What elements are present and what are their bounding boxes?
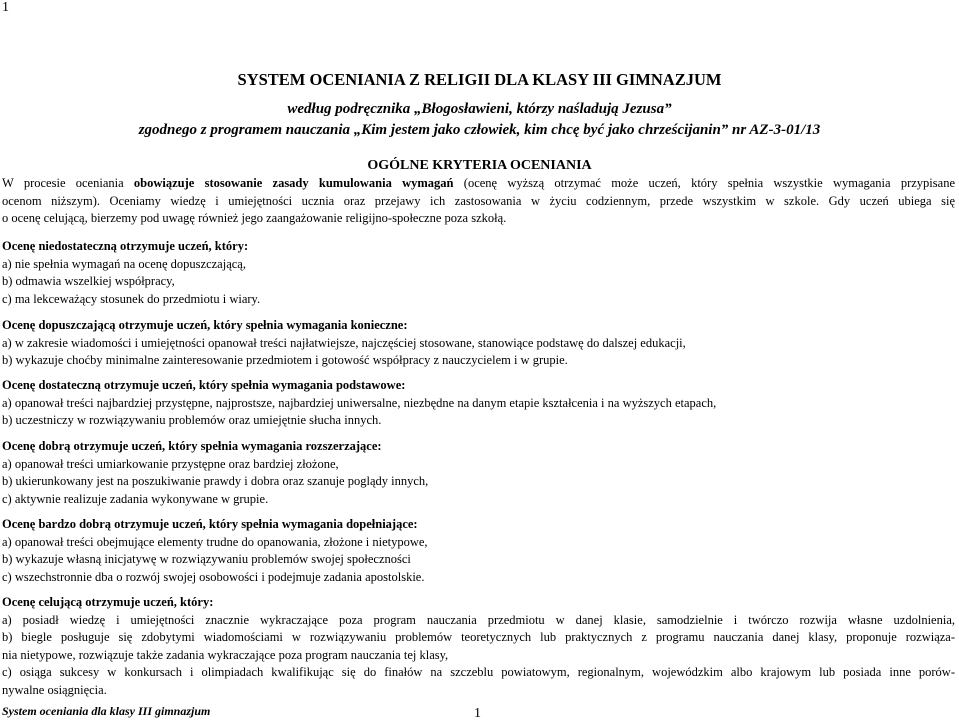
list-item: c) aktywnie realizuje zadania wykonywane w grupie. [2,491,269,506]
subtitle-program: zgodnego z programem nauczania „Kim jestem jako człowiek, kim chcę być jako chrześcijanin” nr AZ-3-01/13 [138,122,821,138]
list-item: nia nietypowe, rozwiązuje także zadania wykraczające poza program nauczania tej klasy, [2,647,449,662]
intro-bold-rule: obowiązuje stosowanie zasady kumulowania wymagań [133,176,454,190]
section-satisfactory [2,377,955,430]
subtitle-textbook: według podręcznika „Błogosławieni, którzy naśladują Jezusa” [287,101,672,117]
intro-line-1: W procesie oceniania obowiązuje stosowanie zasady kumulowania wymagań (ocenę wyższą otrzymać może uczeń, który spełnia wszystkie wymagania przypisane [2,176,955,190]
page-number-top: 1 [2,0,9,15]
section-title: Ocenę niedostateczną otrzymuje uczeń, który: [2,239,249,253]
intro-line-3: o ocenę celującą, bierzemy pod uwagę również jego zaangażowanie religijno-społeczne poza szkołą. [2,211,507,225]
section-title: Ocenę celującą otrzymuje uczeń, który: [2,595,214,609]
section-good [2,438,955,508]
list-item: a) nie spełnia wymagań na ocenę dopuszczającą, [2,256,246,271]
list-item: c) wszechstronnie dba o rozwój swojej osobowości i podejmuje zadania apostolskie. [2,569,425,584]
list-item: a) opanował treści obejmujące elementy trudne do opanowania, złożone i nietypowe, [2,534,428,549]
list-item: b) biegle posługuje się zdobytymi wiadomościami w rozwiązywaniu problemów teoretycznych lub praktycznych z programu nauczania danej klasy, proponuje rozwiąza- [2,630,955,644]
criteria-heading: OGÓLNE KRYTERIA OCENIANIA [367,158,592,173]
list-item: a) opanował treści najbardziej przystępne, najprostsze, najbardziej uniwersalne, niezbędne na danym etapie kształcenia i na wyższych etapach, [2,395,717,410]
section-title: Ocenę bardzo dobrą otrzymuje uczeń, który spełnia wymagania dopełniające: [2,517,418,531]
footer-document-name: System oceniania dla klasy III gimnazjum [2,704,211,718]
list-item: a) posiadł wiedzę i umiejętności znacznie wykraczające poza program nauczania przedmiotu w danej klasie, samodzielnie i twórczo rozwija własne uzdolnienia, [2,612,955,627]
list-item: b) odmawia wszelkiej współpracy, [2,274,175,288]
list-item: c) ma lekceważący stosunek do przedmiotu i wiary. [2,291,261,306]
list-item: nywalne osiągnięcia. [2,682,107,697]
list-item: a) opanował treści umiarkowanie przystępne oraz bardziej złożone, [2,456,339,471]
intro-paragraph [2,175,955,228]
document-title: SYSTEM OCENIANIA Z RELIGII DLA KLASY III GIMNAZJUM [237,70,722,89]
intro-line-2: ocenom niższym). Oceniamy wiedzę i umiejętności ucznia oraz przejawy ich zastosowania w życiu codziennym, przede wszystkim w szkole. Gdy uczeń ubiega się [2,193,955,208]
section-excellent [2,594,955,699]
list-item: b) ukierunkowany jest na poszukiwanie prawdy i dobra oraz szanuje poglądy innych, [2,474,429,488]
list-item: b) wykazuje choćby minimalne zainteresowanie przedmiotem i gotowość współpracy z nauczycielem i w grupie. [2,353,568,367]
section-title: Ocenę dobrą otrzymuje uczeń, który spełnia wymagania rozszerzające: [2,439,382,453]
list-item: a) w zakresie wiadomości i umiejętności opanował treści najłatwiejsze, najczęściej stosowane, stanowiące podstawę do dalszej edukacji, [2,335,686,350]
section-sufficient [2,317,955,370]
list-item: b) wykazuje własną inicjatywę w rozwiązywaniu problemów swojej społeczności [2,552,411,566]
section-title: Ocenę dopuszczającą otrzymuje uczeń, który spełnia wymagania konieczne: [2,318,408,332]
section-insufficient [2,238,955,308]
footer-page-number: 1 [474,706,481,721]
section-title: Ocenę dostateczną otrzymuje uczeń, który spełnia wymagania podstawowe: [2,378,406,392]
list-item: b) uczestniczy w rozwiązywaniu problemów oraz umiejętnie słucha innych. [2,413,382,427]
list-item: c) osiąga sukcesy w konkursach i olimpiadach kwalifikując się do finałów na szczeblu powiatowym, regionalnym, wojewódzkim albo krajowym lub posiada inne porów- [2,665,955,679]
section-very-good [2,516,955,586]
